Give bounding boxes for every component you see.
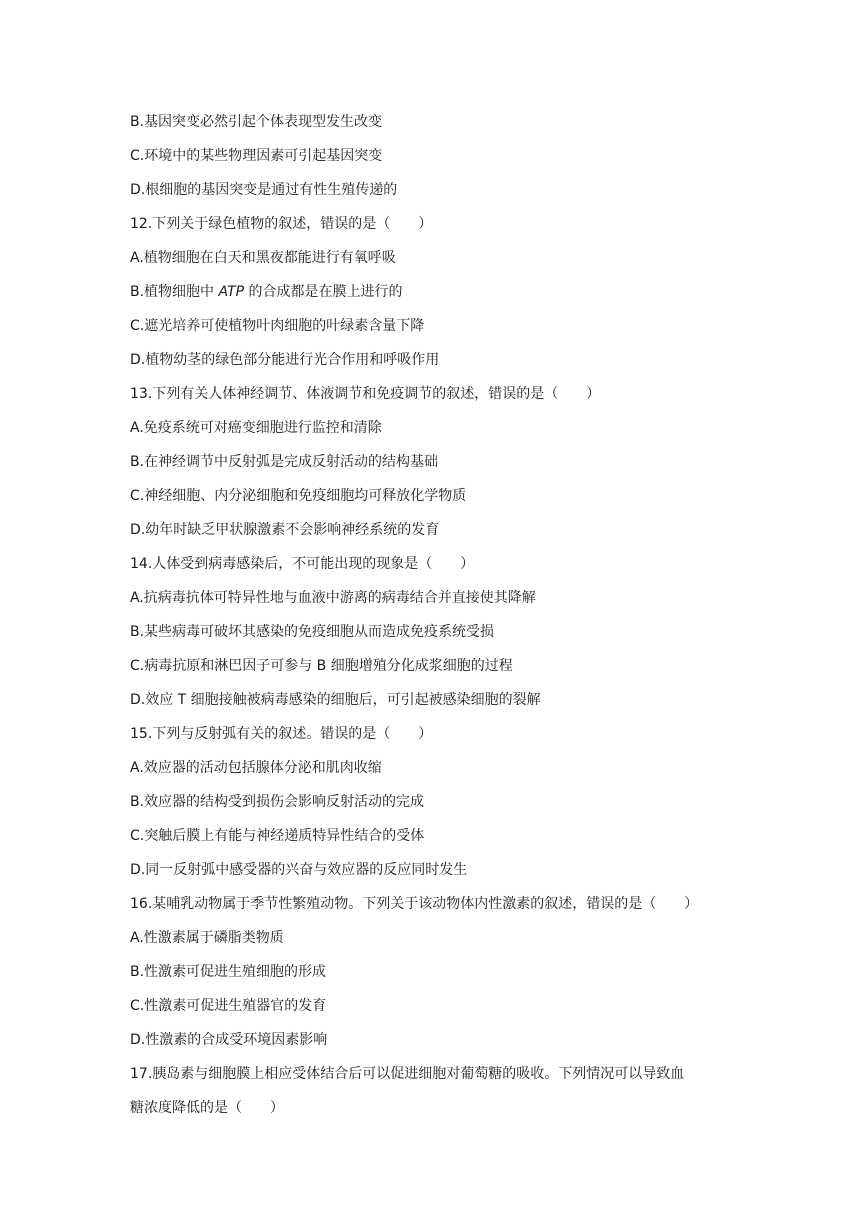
option-12a: A.植物细胞在白天和黑夜都能进行有氧呼吸 [130, 250, 396, 266]
option-16b: B.性激素可促进生殖细胞的形成 [130, 964, 327, 980]
option-14d: D.效应 T 细胞接触被病毒感染的细胞后，可引起被感染细胞的裂解 [130, 692, 541, 708]
option-11b: B.基因突变必然引起个体表现型发生改变 [130, 114, 383, 130]
question-14: 14.人体受到病毒感染后，不可能出现的现象是（ ） [130, 556, 475, 572]
question-17-line-2: 糖浓度降低的是（ ） [130, 1100, 284, 1116]
option-14a: A.抗病毒抗体可特异性地与血液中游离的病毒结合并直接使其降解 [130, 590, 536, 606]
option-16a: A.性激素属于磷脂类物质 [130, 930, 284, 946]
question-16: 16.某哺乳动物属于季节性繁殖动物。下列关于该动物体内性激素的叙述，错误的是（ ） [130, 896, 699, 912]
option-12c: C.遮光培养可使植物叶肉细胞的叶绿素含量下降 [130, 318, 425, 334]
document-content [130, 110, 740, 1130]
option-16d: D.性激素的合成受环境因素影响 [130, 1032, 328, 1048]
option-11d: D.根细胞的基因突变是通过有性生殖传递的 [130, 182, 398, 198]
option-11c: C.环境中的某些物理因素可引起基因突变 [130, 148, 383, 164]
option-12d: D.植物幼茎的绿色部分能进行光合作用和呼吸作用 [130, 352, 440, 368]
option-13b: B.在神经调节中反射弧是完成反射活动的结构基础 [130, 454, 439, 470]
question-15: 15.下列与反射弧有关的叙述。错误的是（ ） [130, 726, 433, 742]
question-17-line-1: 17.胰岛素与细胞膜上相应受体结合后可以促进细胞对葡萄糖的吸收。下列情况可以导致血 [130, 1066, 685, 1082]
option-13d: D.幼年时缺乏甲状腺激素不会影响神经系统的发育 [130, 522, 440, 538]
option-13c: C.神经细胞、内分泌细胞和免疫细胞均可释放化学物质 [130, 488, 467, 504]
option-12b-prefix: B.植物细胞中 [130, 284, 219, 300]
option-15d: D.同一反射弧中感受器的兴奋与效应器的反应同时发生 [130, 862, 468, 878]
option-15b: B.效应器的结构受到损伤会影响反射活动的完成 [130, 794, 425, 810]
option-16c: C.性激素可促进生殖器官的发育 [130, 998, 327, 1014]
question-12: 12.下列关于绿色植物的叙述，错误的是（ ） [130, 216, 433, 232]
option-15a: A.效应器的活动包括腺体分泌和肌肉收缩 [130, 760, 382, 776]
option-13a: A.免疫系统可对癌变细胞进行监控和清除 [130, 420, 382, 436]
option-14b: B.某些病毒可破坏其感染的免疫细胞从而造成免疫系统受损 [130, 624, 495, 640]
question-13: 13.下列有关人体神经调节、体液调节和免疫调节的叙述，错误的是（ ） [130, 386, 601, 402]
option-12b-atp: ATP [218, 284, 245, 300]
option-14c: C.病毒抗原和淋巴因子可参与 B 细胞增殖分化成浆细胞的过程 [130, 658, 513, 674]
option-12b-suffix: 的合成都是在膜上进行的 [244, 284, 403, 300]
option-12b [130, 280, 740, 314]
option-15c: C.突触后膜上有能与神经递质特异性结合的受体 [130, 828, 425, 844]
